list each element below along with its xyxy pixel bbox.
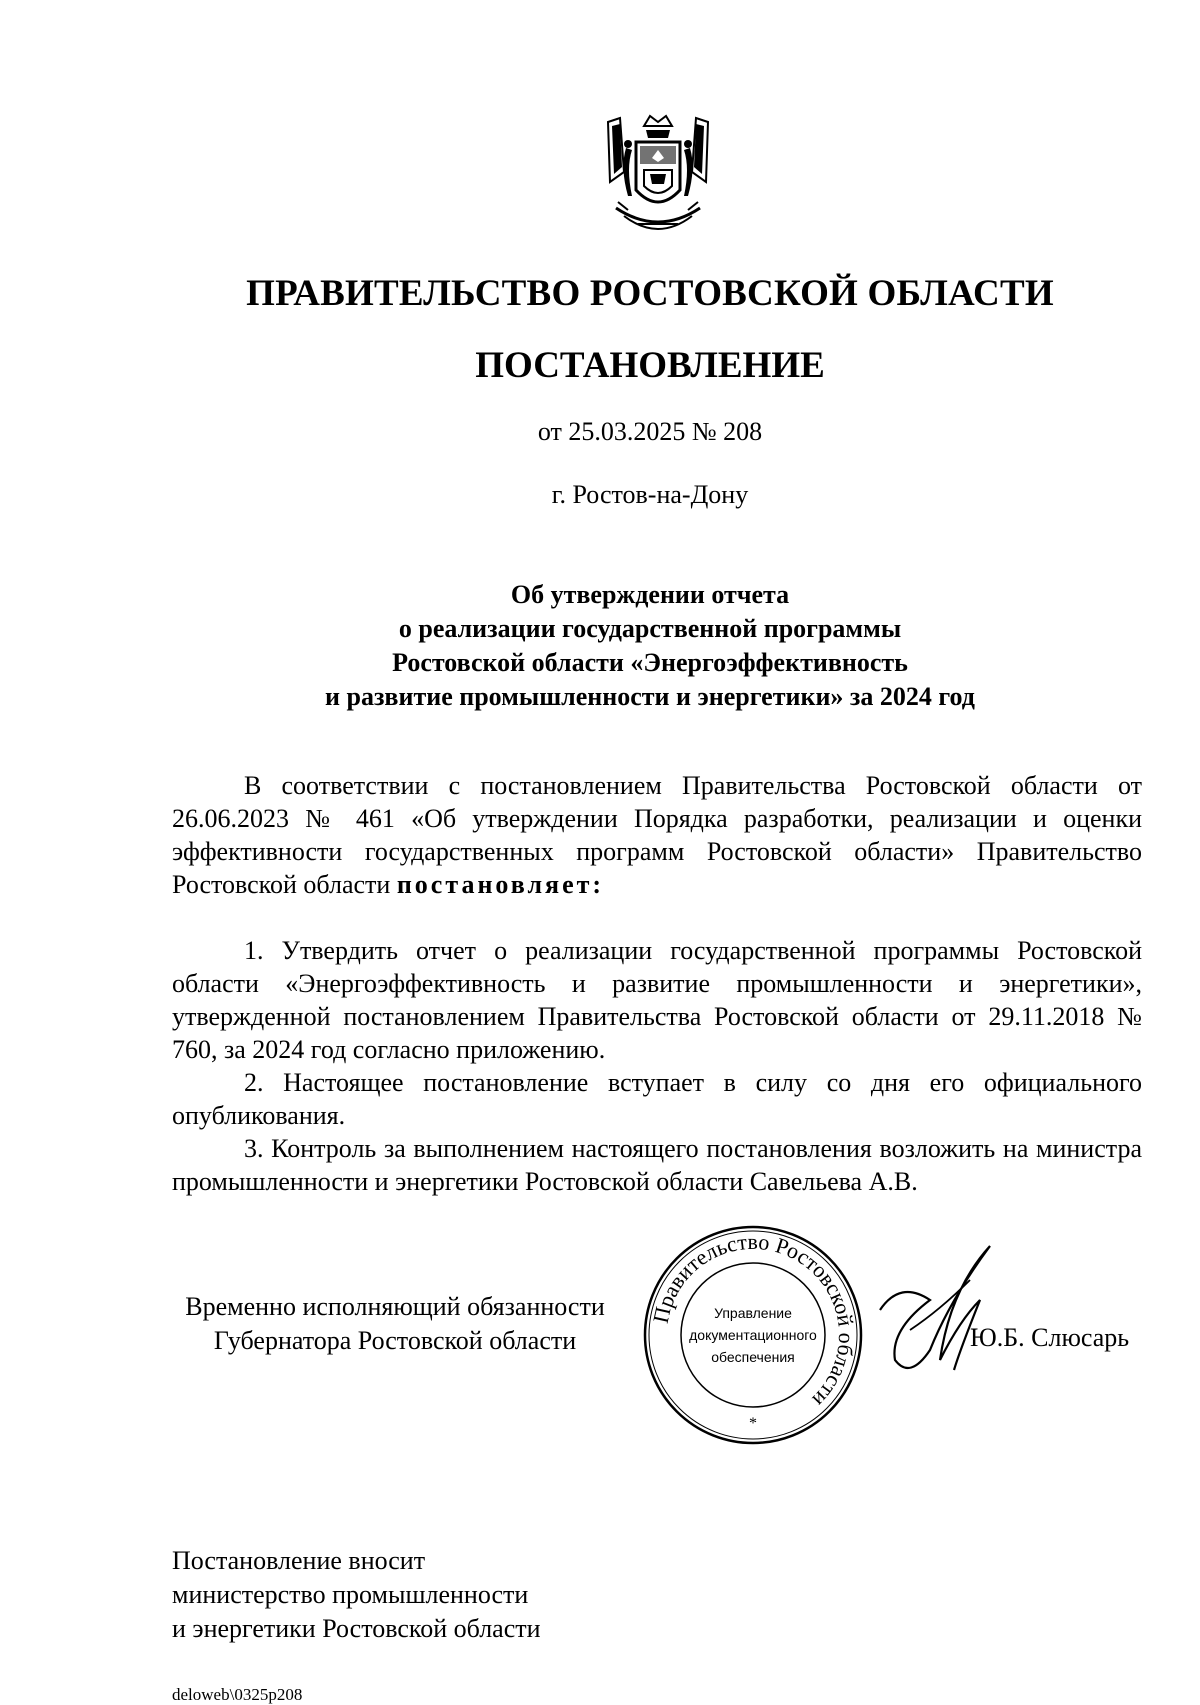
- document-type-title: ПОСТАНОВЛЕНИЕ: [475, 345, 825, 386]
- preamble-emphasis: постановляет:: [396, 870, 605, 899]
- subject-line: Об утверждении отчета: [510, 580, 790, 609]
- preamble-paragraph: [172, 769, 1142, 901]
- preamble-text: [172, 769, 1142, 901]
- document-subject: [160, 578, 1140, 714]
- subject-line: и развитие промышленности и энергетики» за 2024 год: [325, 682, 975, 711]
- stamp-center-line: документационного: [689, 1327, 817, 1343]
- signatory-position: [160, 1290, 630, 1358]
- submission-note-line: и энергетики Ростовской области: [172, 1614, 541, 1643]
- coat-of-arms-emblem: [598, 112, 718, 244]
- document-reference-code: deloweb\0325p208: [172, 1685, 303, 1704]
- signatory-position-line: Губернатора Ростовской области: [213, 1326, 577, 1355]
- stamp-ring-text: Правительство Ростовской области: [647, 1228, 860, 1413]
- resolution-item: 1. Утвердить отчет о реализации государственной программы Ростовской области «Энергоэффективность и развитие промышленности и энергетики», утвержденной постановлением Правительства Ростовской области от 29.11.2018 № 760, за 2024 год согласно приложению.: [172, 936, 1142, 1064]
- subject-line: Ростовской области «Энергоэффективность: [392, 648, 908, 677]
- submission-note-line: Постановление вносит: [172, 1546, 426, 1575]
- submission-note: [172, 1544, 541, 1646]
- resolution-item: 3. Контроль за выполнением настоящего постановления возложить на министра промышленности и энергетики Ростовской области Савельева А.В.: [172, 1134, 1142, 1196]
- preamble-body: В соответствии с постановлением Правительства Ростовской области от 26.06.2023 № 461 «Об утверждении Порядка разработки, реализации и оценки эффективности государственных программ Ростовской области» Правительство Ростовской области: [172, 771, 1142, 899]
- official-stamp: [640, 1222, 866, 1448]
- subject-line: о реализации государственной программы: [398, 614, 902, 643]
- document-date-number: от 25.03.2025 № 208: [537, 417, 763, 446]
- handwritten-signature: [870, 1240, 1000, 1390]
- signatory-position-line: Временно исполняющий обязанности: [185, 1292, 605, 1321]
- stamp-center-line: Управление: [714, 1305, 792, 1321]
- resolution-items: [172, 934, 1142, 1198]
- resolution-item: 2. Настоящее постановление вступает в силу со дня его официального опубликования.: [172, 1068, 1142, 1130]
- signer-name: Ю.Б. Слюсарь: [970, 1323, 1130, 1352]
- submission-note-line: министерство промышленности: [172, 1580, 529, 1609]
- svg-text:*: *: [749, 1415, 757, 1432]
- stamp-center-line: обеспечения: [711, 1349, 795, 1365]
- organization-title: ПРАВИТЕЛЬСТВО РОСТОВСКОЙ ОБЛАСТИ: [246, 273, 1054, 314]
- document-city: г. Ростов-на-Дону: [551, 480, 749, 509]
